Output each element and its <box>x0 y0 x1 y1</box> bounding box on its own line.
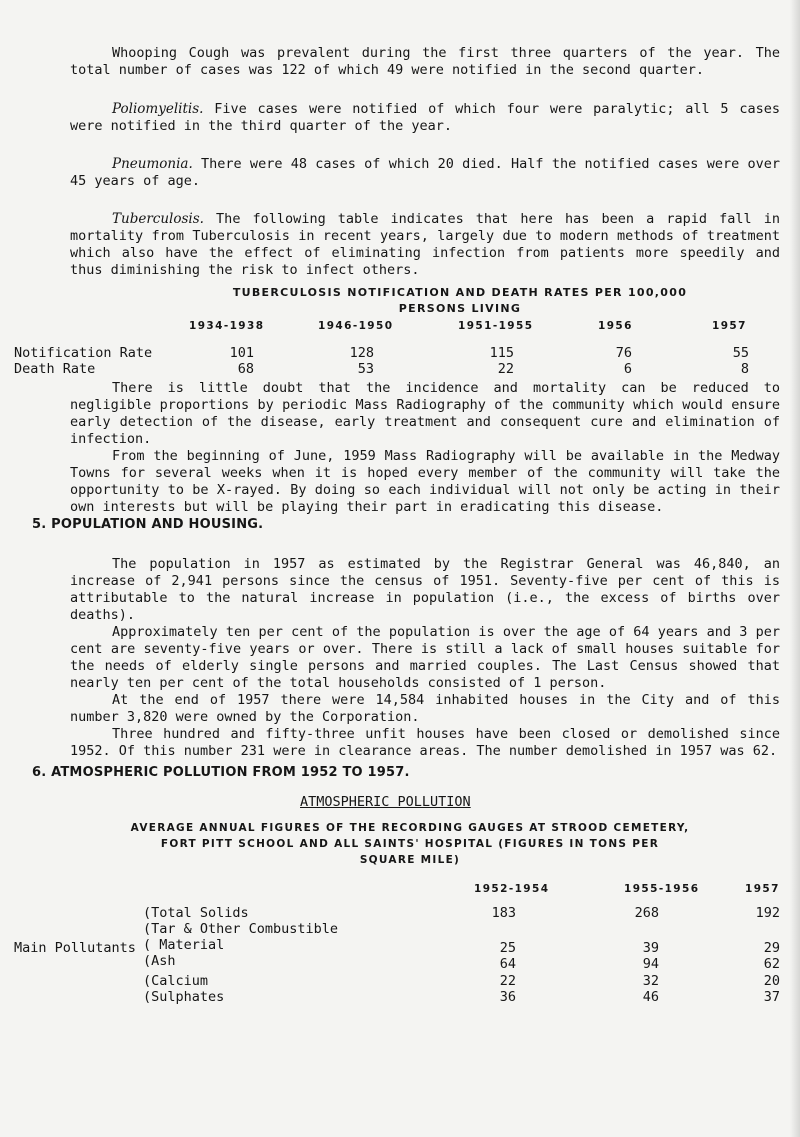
population-housing-paragraphs <box>70 556 780 760</box>
pollution-row-label: (Calcium <box>143 973 209 989</box>
pollution-cell: 62 <box>763 956 780 972</box>
pollution-caption: AVERAGE ANNUAL FIGURES OF THE RECORDING GAUGES AT STROOD CEMETERY, FORT PITT SCHOOL AND ALL SAINTS' HOSPITAL (FIGURES IN TONS PER SQUARE MILE) <box>130 822 690 866</box>
pollution-cell: 22 <box>499 973 516 989</box>
section-6-heading: 6. ATMOSPHERIC POLLUTION FROM 1952 TO 1957. <box>32 765 410 780</box>
pollution-cell: 36 <box>499 989 516 1005</box>
tb-col-header: 1957 <box>712 320 747 332</box>
pollution-cell: 183 <box>491 905 516 921</box>
tb-col-header: 1946-1950 <box>318 320 394 332</box>
pollution-cell: 37 <box>763 989 780 1005</box>
houses-paragraph: At the end of 1957 there were 14,584 inhabited houses in the City and of this number 3,820 were owned by the Corporation. <box>70 692 780 725</box>
pollution-cell: 39 <box>642 940 659 956</box>
tb-cell: 55 <box>732 345 749 361</box>
tb-row-label: Death Rate <box>14 361 96 377</box>
pollution-row-label: (Total Solids <box>143 905 249 921</box>
pneumonia-label: Pneumonia. <box>112 156 193 172</box>
pollution-cell: 20 <box>763 973 780 989</box>
tb-cell: 53 <box>357 361 374 377</box>
tuberculosis-paragraph <box>70 211 780 279</box>
tb-table-title: TUBERCULOSIS NOTIFICATION AND DEATH RATES PER 100,000 PERSONS LIVING <box>232 286 688 315</box>
pollution-row-label: ( Material <box>143 937 225 953</box>
pollution-cell: 32 <box>642 973 659 989</box>
tb-col-header: 1934-1938 <box>189 320 265 332</box>
population-paragraph: The population in 1957 as estimated by the Registrar General was 46,840, an increase of 2,941 persons since the census of 1951. Seventy-five per cent of this is attributable to the natural increase in population (i.e., the excess of births over deaths). <box>70 556 780 623</box>
pollution-cell: 29 <box>763 940 780 956</box>
tb-cell: 8 <box>740 361 749 377</box>
pneumonia-text: There were 48 cases of which 20 died. Half the notified cases were over 45 years of age. <box>70 156 780 189</box>
pollution-cell: 94 <box>642 956 659 972</box>
poliomyelitis-text: Five cases were notified of which four were paralytic; all 5 cases were notified in the third quarter of the year. <box>70 101 780 134</box>
tuberculosis-label: Tuberculosis. <box>112 211 204 227</box>
pollution-cell: 268 <box>634 905 659 921</box>
poliomyelitis-label: Poliomyelitis. <box>112 101 204 117</box>
pollution-cell: 25 <box>499 940 516 956</box>
tb-cell: 115 <box>489 345 514 361</box>
tb-col-header: 1951-1955 <box>458 320 534 332</box>
tuberculosis-text: The following table indicates that here has been a rapid fall in mortality from Tuberculosis in recent years, largely due to modern methods of treatment which also have the effect of eliminating infection from patients more speedily and thus diminishing the risk to infect others. <box>70 211 780 278</box>
page-edge-shadow <box>790 0 800 1137</box>
tb-col-header: 1956 <box>598 320 633 332</box>
main-pollutants-label: Main Pollutants <box>14 940 136 956</box>
pollution-col-header: 1952-1954 <box>474 883 550 895</box>
tb-cell: 22 <box>497 361 514 377</box>
pollution-cell: 46 <box>642 989 659 1005</box>
tb-cell: 101 <box>229 345 254 361</box>
pollution-cell: 192 <box>755 905 780 921</box>
tb-cell: 68 <box>237 361 254 377</box>
elderly-paragraph: Approximately ten per cent of the population is over the age of 64 years and 3 per cent are seventy-five years or over. There is still a lack of small houses suitable for the needs of elderly single persons and married couples. The Last Census showed that nearly ten per cent of the total households consisted of 1 person. <box>70 624 780 691</box>
section-5-heading: 5. POPULATION AND HOUSING. <box>32 517 264 532</box>
pneumonia-paragraph <box>70 156 780 190</box>
radiography-paragraph: There is little doubt that the incidence and mortality can be reduced to negligible proportions by periodic Mass Radiography of the community which would ensure early detection of the disease, early treatment and consequent cure and elimination of infection. <box>70 380 780 447</box>
tb-cell: 76 <box>615 345 632 361</box>
poliomyelitis-paragraph <box>70 101 780 135</box>
medway-paragraph: From the beginning of June, 1959 Mass Radiography will be available in the Medway Towns for several weeks when it is hoped every member of the community will take the opportunity to be X-rayed. By doing so each individual will not only be acting in their own interests but will be playing their part in eradicating this disease. <box>70 448 780 515</box>
pollution-row-label: (Tar & Other Combustible <box>143 921 339 937</box>
tb-cell: 128 <box>349 345 374 361</box>
whooping-cough-paragraph: Whooping Cough was prevalent during the first three quarters of the year. The total number of cases was 122 of which 49 were notified in the second quarter. <box>70 45 780 78</box>
tb-cell: 6 <box>623 361 632 377</box>
pollution-cell: 64 <box>499 956 516 972</box>
pollution-col-header: 1957 <box>745 883 780 895</box>
atmospheric-subheading: ATMOSPHERIC POLLUTION <box>300 794 471 810</box>
pollution-col-header: 1955-1956 <box>624 883 700 895</box>
tb-row-label: Notification Rate <box>14 345 153 361</box>
pollution-row-label: (Ash <box>143 953 176 969</box>
unfit-houses-paragraph: Three hundred and fifty-three unfit houses have been closed or demolished since 1952. Of this number 231 were in clearance areas. The number demolished in 1957 was 62. <box>70 726 780 759</box>
pollution-row-label: (Sulphates <box>143 989 225 1005</box>
tb-followup-paragraphs <box>70 380 780 516</box>
